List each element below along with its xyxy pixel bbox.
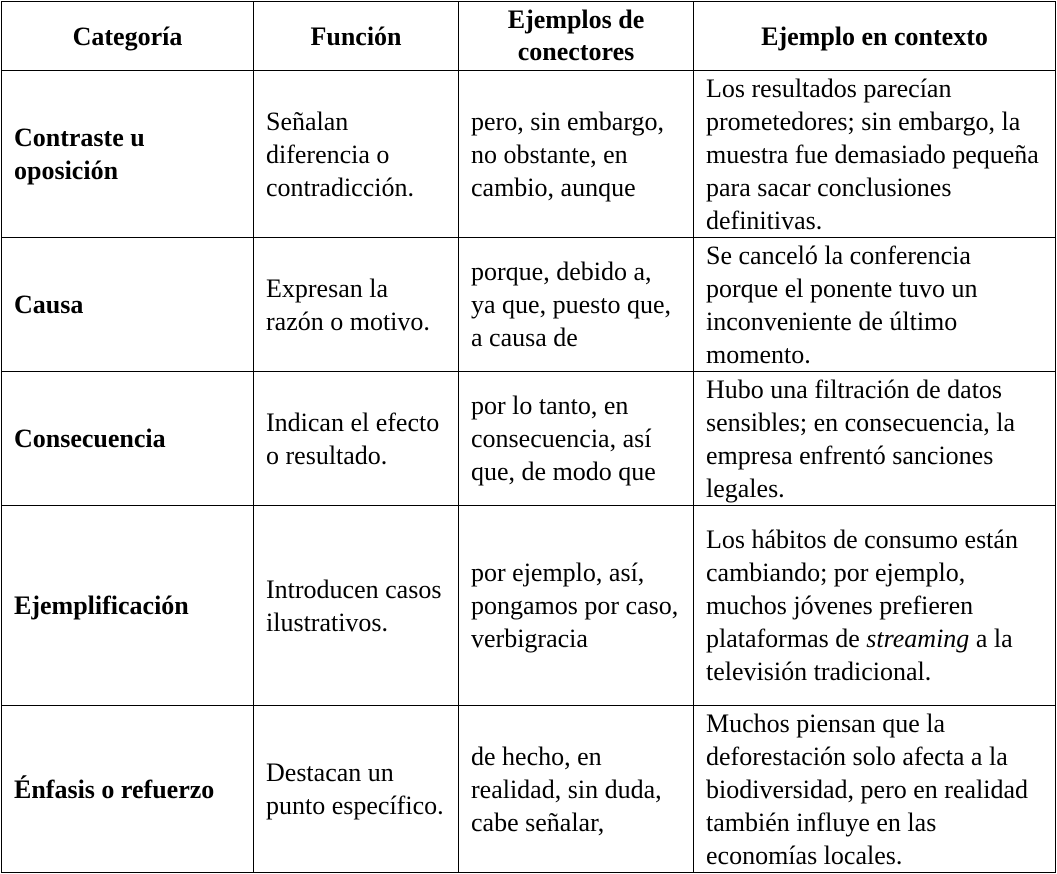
function-cell: Indican el efecto o resultado. (254, 372, 459, 506)
table-row (2, 238, 1056, 372)
context-cell: Los resultados parecían prometedores; sin embargo, la muestra fue demasiado pequeña para sacar conclusiones definitivas. (694, 71, 1056, 238)
context-cell: Hubo una filtración de datos sensibles; en consecuencia, la empresa enfrentó sanciones legales. (694, 372, 1056, 506)
category-cell: Énfasis o refuerzo (2, 706, 254, 873)
category-cell: Ejemplificación (2, 506, 254, 706)
context-cell (694, 506, 1056, 706)
context-text: Los hábitos de consumo están cambiando; por ejemplo, muchos jóvenes prefieren plataformas de (706, 525, 1018, 653)
header-context: Ejemplo en contexto (694, 2, 1056, 71)
table-row (2, 706, 1056, 873)
table-row (2, 372, 1056, 506)
function-cell: Expresan la razón o motivo. (254, 238, 459, 372)
header-examples: Ejemplos de conectores (459, 2, 694, 71)
connectors-cell: pero, sin embargo, no obstante, en cambio, aunque (459, 71, 694, 238)
table-row (2, 506, 1056, 706)
category-cell: Contraste u oposición (2, 71, 254, 238)
header-function: Función (254, 2, 459, 71)
context-text: a la televisión tradicional. (706, 624, 1013, 686)
connectors-cell: porque, debido a, ya que, puesto que, a causa de (459, 238, 694, 372)
header-category: Categoría (2, 2, 254, 71)
function-cell: Destacan un punto específico. (254, 706, 459, 873)
context-italic-term: streaming (866, 624, 970, 653)
function-cell: Señalan diferencia o contradicción. (254, 71, 459, 238)
table-row (2, 71, 1056, 238)
connectors-cell: por ejemplo, así, pongamos por caso, verbigracia (459, 506, 694, 706)
context-cell: Se canceló la conferencia porque el ponente tuvo un inconveniente de último momento. (694, 238, 1056, 372)
connectors-cell: por lo tanto, en consecuencia, así que, de modo que (459, 372, 694, 506)
category-cell: Causa (2, 238, 254, 372)
connectors-table (1, 1, 1056, 873)
function-cell: Introducen casos ilustrativos. (254, 506, 459, 706)
context-cell: Muchos piensan que la deforestación solo afecta a la biodiversidad, pero en realidad también influye en las economías locales. (694, 706, 1056, 873)
header-row (2, 2, 1056, 71)
category-cell: Consecuencia (2, 372, 254, 506)
connectors-cell: de hecho, en realidad, sin duda, cabe señalar, (459, 706, 694, 873)
